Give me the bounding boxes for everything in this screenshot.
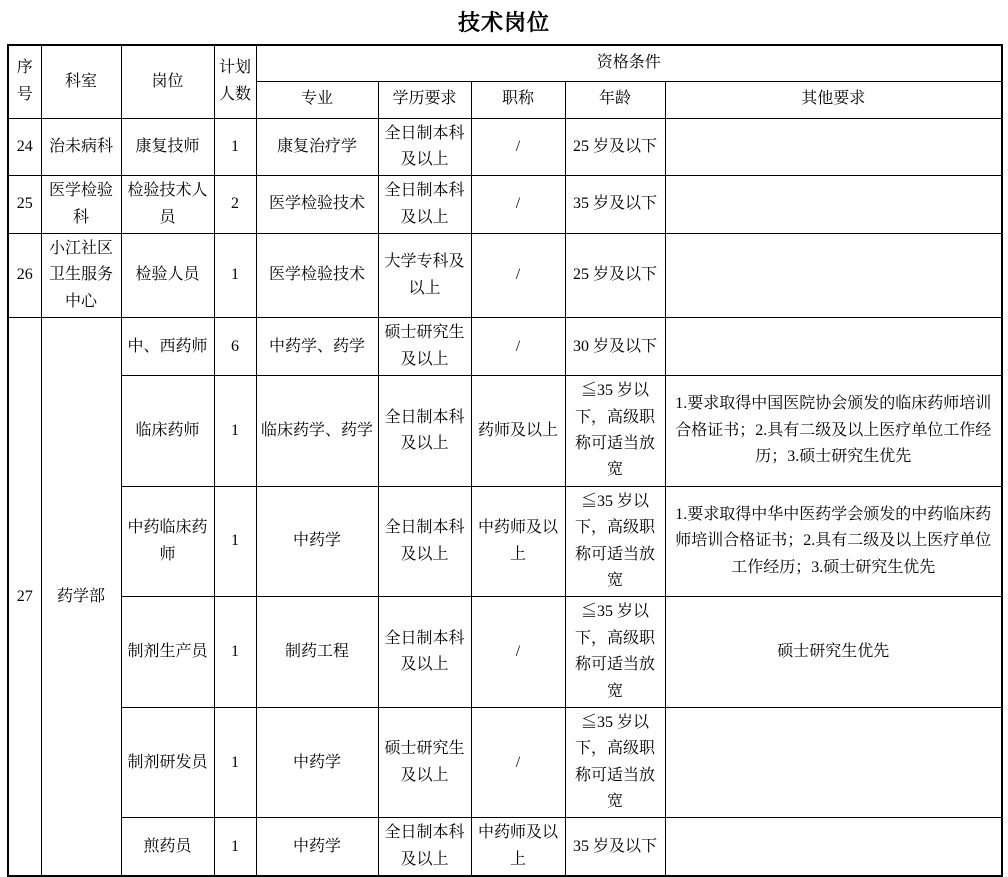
cell-age: ≦35 岁以下，高级职称可适当放宽	[565, 376, 665, 487]
col-header-qualifications: 资格条件	[256, 45, 1002, 81]
cell-major: 中药学	[256, 707, 378, 818]
cell-major: 临床药学、药学	[256, 376, 378, 487]
col-header-other: 其他要求	[665, 81, 1002, 118]
cell-count: 1	[214, 707, 256, 818]
col-header-age: 年龄	[565, 81, 665, 118]
cell-count: 1	[214, 234, 256, 318]
cell-rank: /	[471, 118, 565, 176]
cell-count: 6	[214, 318, 256, 376]
cell-seq: 25	[8, 176, 41, 234]
header-row-1	[8, 45, 1002, 81]
cell-count: 1	[214, 818, 256, 876]
cell-post: 临床药师	[121, 376, 214, 487]
technical-positions-table	[7, 44, 1003, 877]
cell-post: 康复技师	[121, 118, 214, 176]
cell-age: 25 岁及以下	[565, 118, 665, 176]
cell-other	[665, 176, 1002, 234]
col-header-rank: 职称	[471, 81, 565, 118]
table-row	[8, 486, 1002, 597]
cell-post: 检验人员	[121, 234, 214, 318]
cell-count: 1	[214, 486, 256, 597]
cell-dept: 治未病科	[41, 118, 121, 176]
table-row	[8, 707, 1002, 818]
cell-edu: 大学专科及以上	[378, 234, 471, 318]
cell-post: 制剂生产员	[121, 597, 214, 708]
cell-post: 检验技术人员	[121, 176, 214, 234]
cell-age: 30 岁及以下	[565, 318, 665, 376]
cell-major: 中药学、药学	[256, 318, 378, 376]
col-header-seq: 序号	[8, 45, 41, 118]
cell-other	[665, 234, 1002, 318]
cell-major: 中药学	[256, 818, 378, 876]
cell-other: 1.要求取得中华中医药学会颁发的中药临床药师培训合格证书；2.具有二级及以上医疗单位工作经历；3.硕士研究生优先	[665, 486, 1002, 597]
table-row	[8, 234, 1002, 318]
cell-post: 中、西药师	[121, 318, 214, 376]
cell-other: 硕士研究生优先	[665, 597, 1002, 708]
cell-edu: 全日制本科及以上	[378, 486, 471, 597]
table-row	[8, 118, 1002, 176]
cell-seq: 26	[8, 234, 41, 318]
cell-dept: 小江社区卫生服务中心	[41, 234, 121, 318]
cell-dept: 药学部	[41, 318, 121, 877]
cell-age: 25 岁及以下	[565, 234, 665, 318]
cell-post: 煎药员	[121, 818, 214, 876]
page-title: 技术岗位	[457, 10, 550, 35]
cell-age: 35 岁及以下	[565, 176, 665, 234]
cell-other	[665, 318, 1002, 376]
cell-rank: 中药师及以上	[471, 818, 565, 876]
cell-edu: 全日制本科及以上	[378, 818, 471, 876]
cell-rank: 药师及以上	[471, 376, 565, 487]
cell-major: 康复治疗学	[256, 118, 378, 176]
table-row	[8, 376, 1002, 487]
cell-post: 制剂研发员	[121, 707, 214, 818]
col-header-post: 岗位	[121, 45, 214, 118]
cell-seq: 24	[8, 118, 41, 176]
cell-other	[665, 818, 1002, 876]
col-header-edu: 学历要求	[378, 81, 471, 118]
cell-major: 医学检验技术	[256, 234, 378, 318]
cell-edu: 全日制本科及以上	[378, 118, 471, 176]
table-row	[8, 318, 1002, 376]
cell-count: 1	[214, 118, 256, 176]
table-row	[8, 176, 1002, 234]
cell-post: 中药临床药师	[121, 486, 214, 597]
cell-age: ≦35 岁以下，高级职称可适当放宽	[565, 486, 665, 597]
cell-rank: /	[471, 234, 565, 318]
cell-major: 制药工程	[256, 597, 378, 708]
cell-edu: 全日制本科及以上	[378, 176, 471, 234]
cell-rank: /	[471, 707, 565, 818]
cell-edu: 硕士研究生及以上	[378, 707, 471, 818]
cell-edu: 全日制本科及以上	[378, 597, 471, 708]
cell-edu: 硕士研究生及以上	[378, 318, 471, 376]
cell-count: 2	[214, 176, 256, 234]
cell-count: 1	[214, 597, 256, 708]
cell-other: 1.要求取得中国医院协会颁发的临床药师培训合格证书；2.具有二级及以上医疗单位工作经历；3.硕士研究生优先	[665, 376, 1002, 487]
col-header-count: 计划人数	[214, 45, 256, 118]
cell-count: 1	[214, 376, 256, 487]
cell-other	[665, 707, 1002, 818]
cell-major: 中药学	[256, 486, 378, 597]
cell-rank: /	[471, 176, 565, 234]
table-row	[8, 818, 1002, 876]
col-header-major: 专业	[256, 81, 378, 118]
cell-age: ≦35 岁以下，高级职称可适当放宽	[565, 597, 665, 708]
cell-dept: 医学检验科	[41, 176, 121, 234]
col-header-dept: 科室	[41, 45, 121, 118]
cell-edu: 全日制本科及以上	[378, 376, 471, 487]
cell-age: ≦35 岁以下，高级职称可适当放宽	[565, 707, 665, 818]
cell-age: 35 岁及以下	[565, 818, 665, 876]
cell-major: 医学检验技术	[256, 176, 378, 234]
cell-other	[665, 118, 1002, 176]
cell-rank: 中药师及以上	[471, 486, 565, 597]
cell-rank: /	[471, 597, 565, 708]
table-row	[8, 597, 1002, 708]
cell-rank: /	[471, 318, 565, 376]
cell-seq: 27	[8, 318, 41, 877]
